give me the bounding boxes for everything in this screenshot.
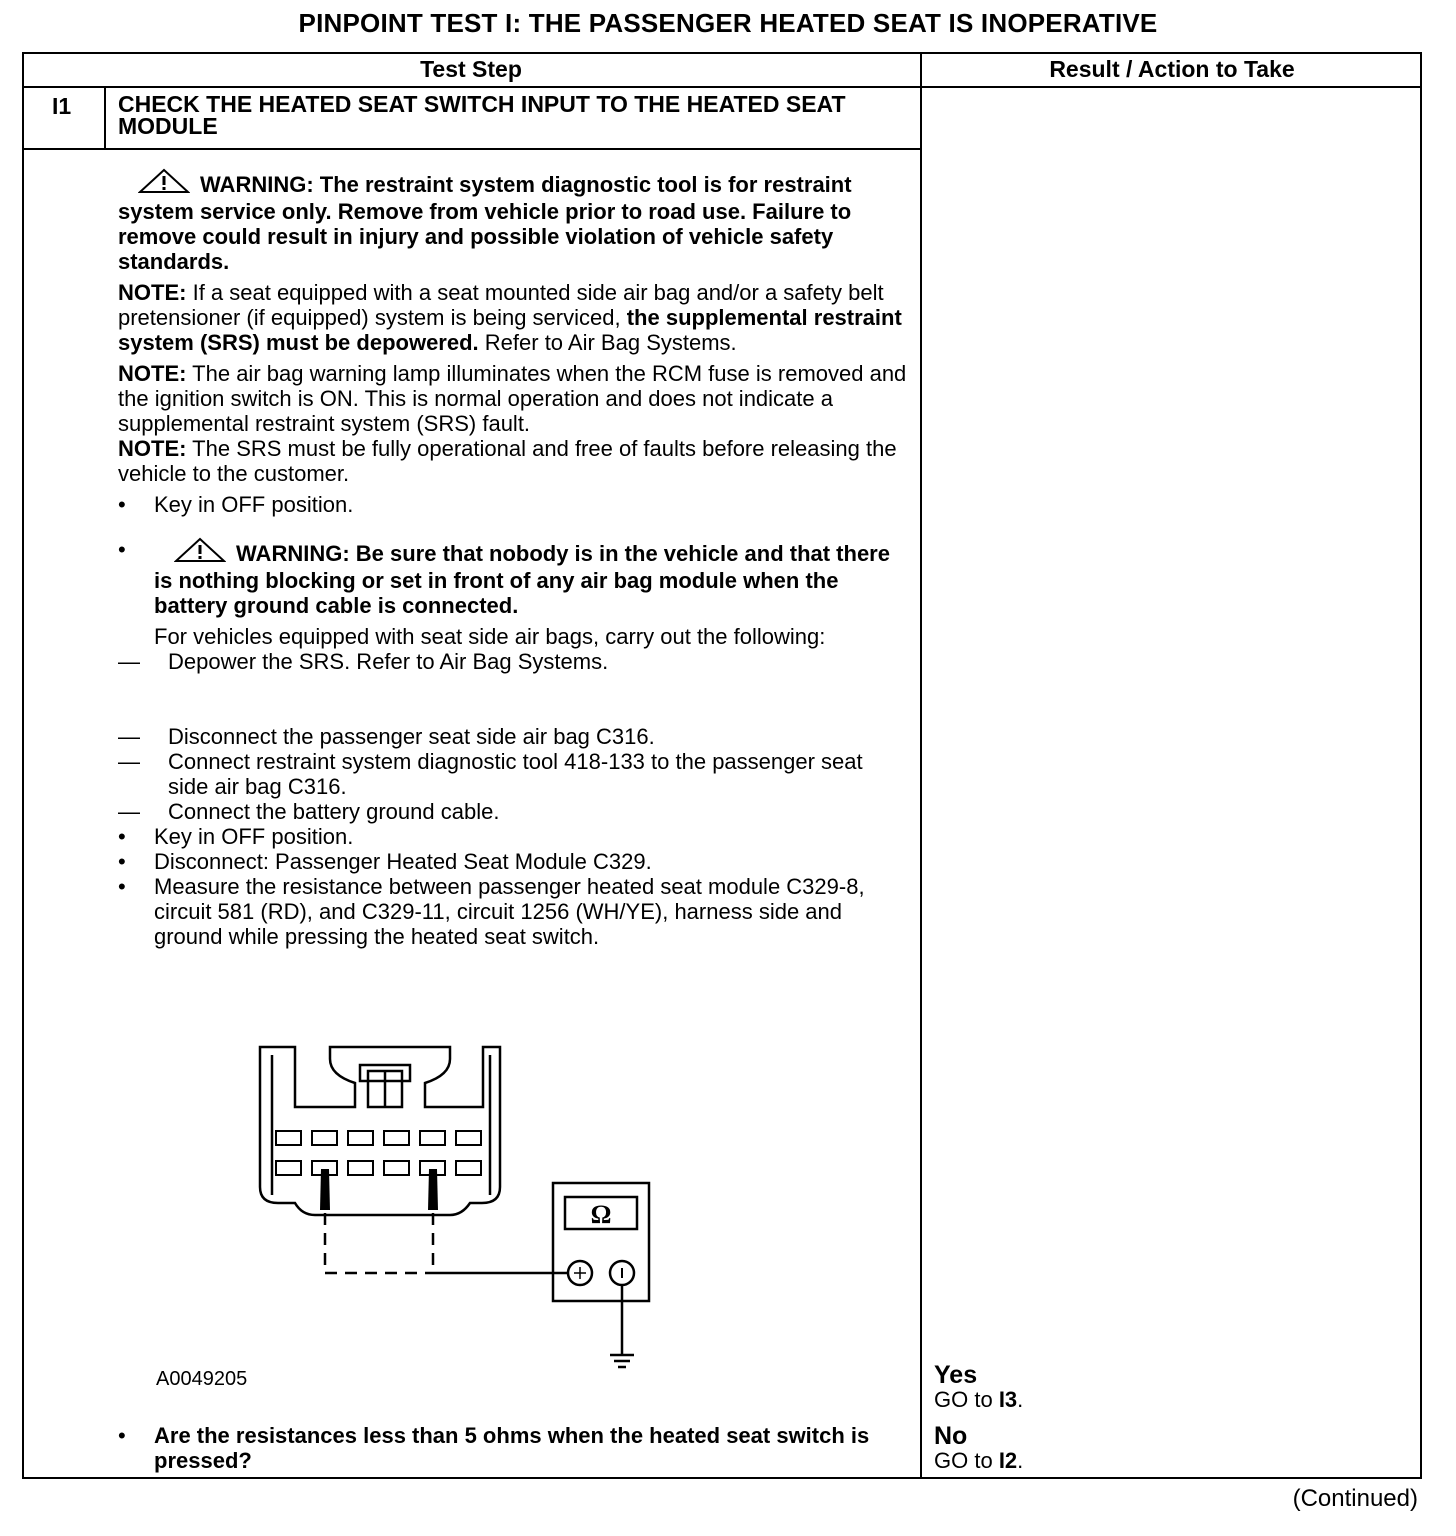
note-srs-depower	[118, 280, 908, 355]
goto-link-i2[interactable]: I2	[998, 1448, 1018, 1473]
list-item-text: Disconnect: Passenger Heated Seat Module C329.	[154, 849, 652, 874]
note-text: If a seat equipped with a seat mounted side air bag and/or a safety belt pretensioner (if equipped) system is being serviced,	[118, 280, 884, 330]
list-item: • WARNING: Be sure that nobody is in the vehicle and that there is nothing blocking or set in front of any air bag module when the battery ground cable is connected. For vehicles equipped with seat side air bags, carry out the following:	[118, 537, 908, 649]
step-id: I1	[52, 93, 72, 119]
result-answer: No	[934, 1422, 968, 1450]
step-id-divider	[104, 86, 106, 150]
note-label: NOTE:	[118, 361, 187, 386]
sub-list-item: — Disconnect the passenger seat side air bag C316.	[118, 724, 655, 749]
list-item: • Key in OFF position.	[118, 824, 354, 849]
list-item-text: Key in OFF position.	[154, 492, 354, 517]
result-yes	[934, 1362, 1023, 1412]
result-answer: Yes	[934, 1361, 978, 1389]
page-title: PINPOINT TEST I: THE PASSENGER HEATED SEAT IS INOPERATIVE	[298, 8, 1158, 38]
step-title-rule	[22, 148, 922, 150]
warning-text: WARNING: Be sure that nobody is in the vehicle and that there is nothing blocking or set in front of any air bag module when the battery ground cable is connected.	[154, 541, 890, 618]
note-srs-operational	[118, 436, 908, 486]
result-no	[934, 1423, 1023, 1473]
note-label: NOTE:	[118, 436, 187, 461]
header-test-step: Test Step	[420, 56, 522, 82]
warning-nobody-in-vehicle	[154, 537, 908, 618]
warning-restraint-tool	[118, 168, 908, 274]
figure-id: A0049205	[156, 1368, 248, 1390]
connector-diagram	[150, 1035, 670, 1380]
sub-list-item: — Depower the SRS. Refer to Air Bag Systems.	[118, 649, 609, 674]
sub-list-item-text: Connect restraint system diagnostic tool 418-133 to the passenger seat side air bag C316.	[168, 749, 863, 799]
sub-list-item-text: Depower the SRS. Refer to Air Bag Systems.	[168, 649, 609, 674]
list-item: • Disconnect: Passenger Heated Seat Module C329.	[118, 849, 652, 874]
note-label: NOTE:	[118, 280, 187, 305]
step-question: • Are the resistances less than 5 ohms when the heated seat switch is pressed?	[118, 1423, 870, 1473]
list-item-text: Key in OFF position.	[154, 824, 354, 849]
header-result-action: Result / Action to Take	[1049, 56, 1295, 82]
note-reference: Refer to Air Bag Systems.	[484, 330, 737, 355]
result-action: GO to I3.	[934, 1387, 1024, 1412]
sub-list-item-text: Disconnect the passenger seat side air bag C316.	[168, 724, 655, 749]
note-emphasis: the supplemental restraint system (SRS) must be depowered.	[118, 305, 902, 355]
result-action: GO to I2.	[934, 1448, 1024, 1473]
goto-link-i3[interactable]: I3	[998, 1387, 1018, 1412]
sub-list-item-text: Connect the battery ground cable.	[168, 799, 500, 824]
note-warning-lamp	[118, 361, 908, 436]
header-rule	[22, 86, 1422, 88]
sub-list-item: — Connect restraint system diagnostic tool 418-133 to the passenger seat side air bag C316.	[118, 749, 863, 799]
column-divider	[920, 52, 922, 1479]
sub-list-item: — Connect the battery ground cable.	[118, 799, 500, 824]
ohm-symbol: Ω	[590, 1200, 612, 1229]
warning-icon	[128, 168, 190, 199]
continued-label: (Continued)	[1292, 1485, 1418, 1512]
list-item: • Measure the resistance between passenger heated seat module C329-8, circuit 581 (RD), and C329-11, circuit 1256 (WH/YE), harness side and ground while pressing the heated seat switch.	[118, 874, 865, 949]
question-text: Are the resistances less than 5 ohms when the heated seat switch is pressed?	[154, 1423, 870, 1473]
warning-text: WARNING: The restraint system diagnostic tool is for restraint system service only. Remove from vehicle prior to road use. Failure to remove could result in injury and possible violation of vehicle safety standards.	[118, 172, 852, 274]
step-title: CHECK THE HEATED SEAT SWITCH INPUT TO THE HEATED SEAT MODULE	[118, 91, 846, 139]
step-content	[118, 168, 908, 949]
note-text: The SRS must be fully operational and free of faults before releasing the vehicle to the customer.	[118, 436, 897, 486]
list-item-text: Measure the resistance between passenger heated seat module C329-8, circuit 581 (RD), and C329-11, circuit 1256 (WH/YE), harness side and ground while pressing the heated seat switch.	[154, 874, 865, 949]
list-item: • Key in OFF position.	[118, 492, 354, 517]
sub-intro: For vehicles equipped with seat side air bags, carry out the following:	[154, 624, 826, 649]
note-text: The air bag warning lamp illuminates when the RCM fuse is removed and the ignition switch is ON. This is normal operation and does not indicate a supplemental restraint system (SRS) fault.	[118, 361, 907, 436]
warning-icon	[164, 537, 226, 568]
